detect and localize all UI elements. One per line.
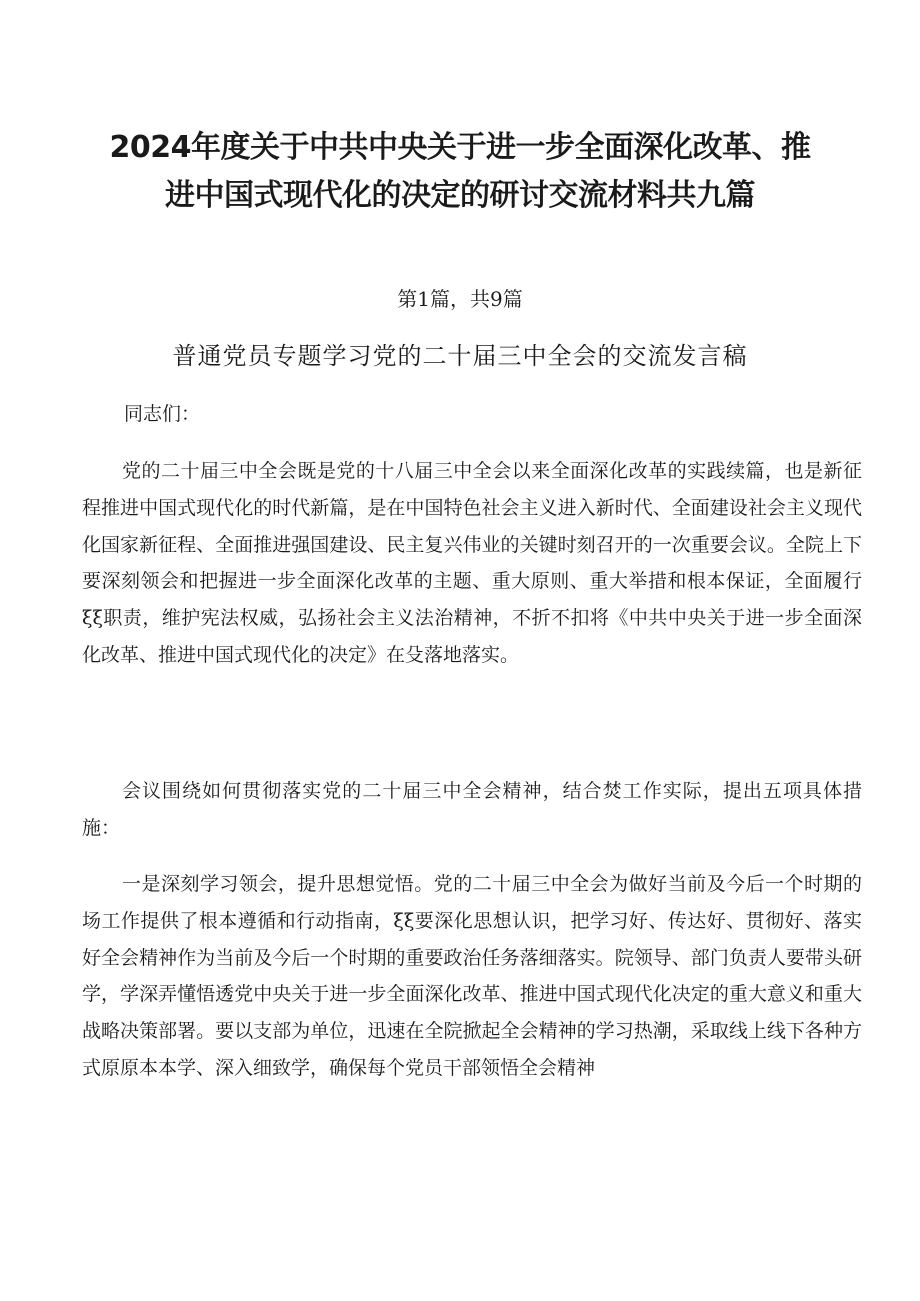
document-title-line-2: 进中国式现代化的决定的研讨交流材料共九篇 xyxy=(165,178,755,213)
paragraph-text: 一是深刻学习领会，提升思想觉悟。党的二十届三中全会为做好当前及今后一个时期的场工作提供了根本遵循和行动指南，ξξ要深化思想认识，把学习好、传达好、贯彻好、落实好全会精神作为当前及今后一个时期的重要政治任务落细落实。院领导、部门负责人要带头研学，学深弄懂悟透党中央关于进一步全面深化改革、推进中国式现代化决定的重大意义和重大战略决策部署。要以支部为单位，迅速在全院掀起全会精神的学习热潮，采取线上线下各种方式原原本本学、深入细致学，确保每个党员干部领悟全会精神 xyxy=(82,873,862,1079)
part-label: 第1篇，共9篇 xyxy=(397,287,523,311)
document-title xyxy=(100,124,820,220)
paragraph-text: 党的二十届三中全会既是党的十八届三中全会以来全面深化改革的实践续篇，也是新征程推进中国式现代化的时代新篇，是在中国特色社会主义进入新时代、全面建设社会主义现代化国家新征程、全面推进强国建设、民主复兴伟业的关键时刻召开的一次重要会议。全院上下要深刻领会和把握进一步全面深化改革的主题、重大原则、重大举措和根本保证，全面履行ξξ职责，维护宪法权威，弘扬社会主义法治精神，不折不扣将《中共中央关于进一步全面深化改革、推进中国式现代化的决定》在殳落地落实。 xyxy=(82,460,862,666)
paragraph-1 xyxy=(82,453,862,674)
document-title-line-1: 2024年度关于中共中央关于进一步全面深化改革、推 xyxy=(109,130,811,165)
paragraph-text: 会议围绕如何贯彻落实党的二十届三中全会精神，结合焚工作实际，提出五项具体措施： xyxy=(82,780,862,839)
paragraph-3 xyxy=(82,866,862,1087)
speech-subtitle: 普通党员专题学习党的二十届三中全会的交流发言稿 xyxy=(172,342,748,370)
greeting: 同志们： xyxy=(124,403,201,425)
paragraph-2 xyxy=(82,773,862,847)
